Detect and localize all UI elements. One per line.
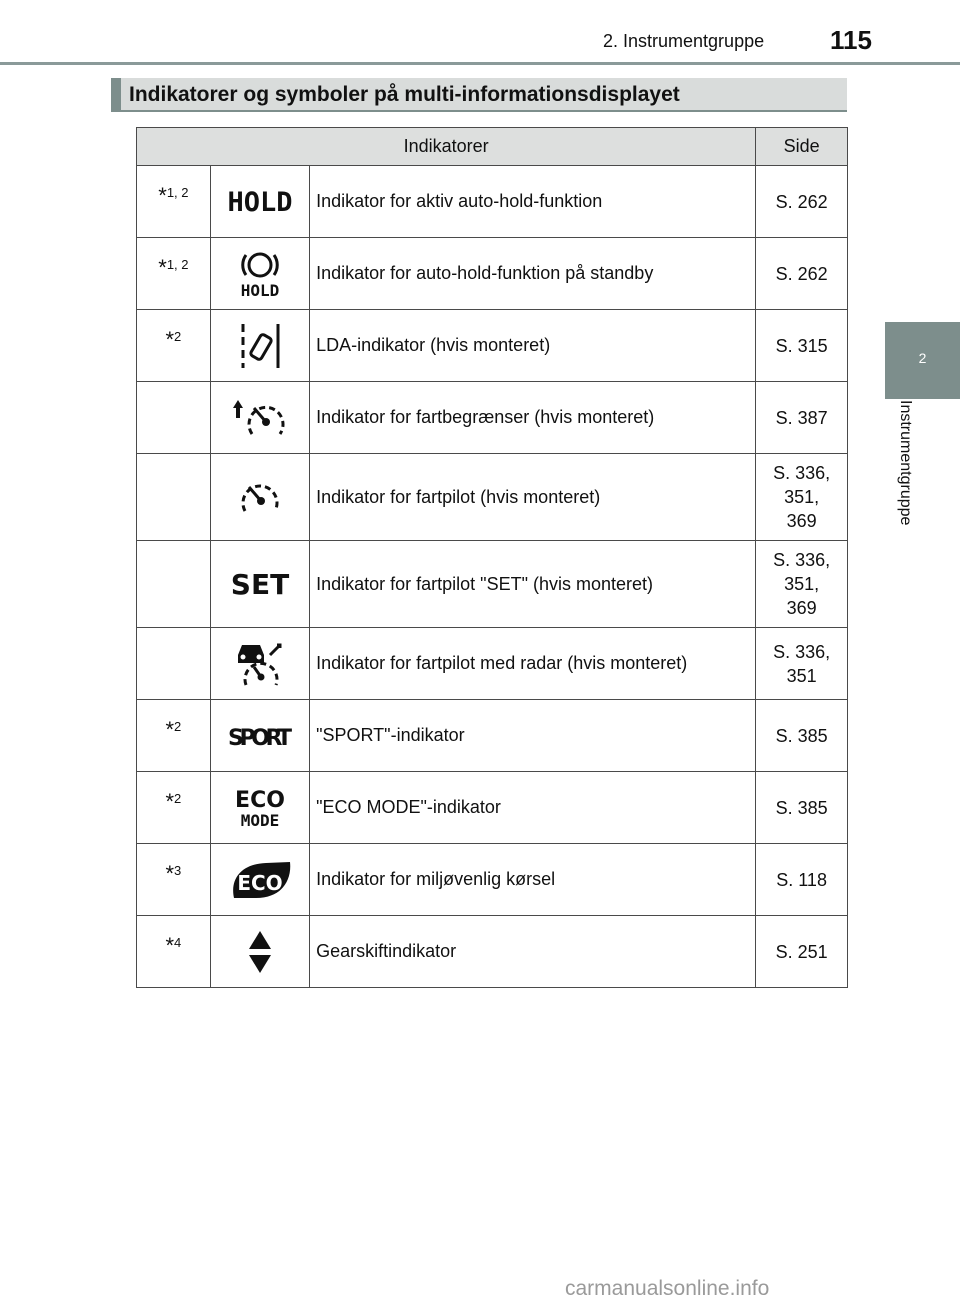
table-header-row — [137, 128, 848, 166]
note-cell — [137, 454, 211, 541]
footnote-mark: *$^2$ — [165, 327, 182, 352]
table-row — [137, 844, 848, 916]
footnote-mark: *$^2$ — [165, 789, 182, 814]
description-cell: Indikator for auto-hold-funktion på standby — [310, 238, 756, 310]
page-ref: S. 251 — [756, 916, 848, 988]
svg-text:MODE: MODE — [240, 810, 280, 830]
svg-text:HOLD: HOLD — [240, 280, 280, 299]
svg-text:SET: SET — [230, 568, 290, 601]
footnote-mark: *$^{1, 2}$ — [158, 183, 189, 208]
table-row — [137, 628, 848, 700]
header-page: Side — [756, 128, 848, 166]
footnote-mark: *$^4$ — [165, 933, 182, 958]
page-ref: S. 118 — [756, 844, 848, 916]
description-cell: Gearskiftindikator — [310, 916, 756, 988]
note-cell — [137, 772, 211, 844]
footnote-mark — [137, 628, 210, 644]
table-row — [137, 166, 848, 238]
page-ref: S. 336, 351, 369 — [756, 454, 848, 541]
speed-limiter-icon — [210, 382, 309, 454]
svg-text:ECO: ECO — [234, 787, 285, 813]
description-cell: Indikator for fartpilot (hvis monteret) — [310, 454, 756, 541]
note-cell — [137, 541, 211, 628]
note-cell — [137, 382, 211, 454]
note-cell — [137, 628, 211, 700]
eco-mode-icon — [210, 772, 309, 844]
description-cell: Indikator for miljøvenlig kørsel — [310, 844, 756, 916]
auto-hold-icon — [210, 166, 309, 238]
description-cell: Indikator for aktiv auto-hold-funktion — [310, 166, 756, 238]
description-cell: "ECO MODE"-indikator — [310, 772, 756, 844]
sport-mode-icon — [210, 700, 309, 772]
table-row — [137, 454, 848, 541]
table-row — [137, 541, 848, 628]
indicator-table — [136, 127, 848, 988]
lda-icon — [210, 310, 309, 382]
page-ref: S. 262 — [756, 166, 848, 238]
note-cell — [137, 166, 211, 238]
chapter-title: 2. Instrumentgruppe — [603, 31, 765, 51]
footnote-mark — [137, 541, 210, 557]
footnote-mark — [137, 454, 210, 470]
table-row — [137, 310, 848, 382]
chapter-tab — [885, 322, 960, 399]
page-number: 115 — [830, 25, 872, 55]
eco-driving-icon — [210, 844, 309, 916]
svg-text:ECO: ECO — [237, 870, 283, 895]
radar-cruise-icon — [210, 628, 309, 700]
description-cell: LDA-indikator (hvis monteret) — [310, 310, 756, 382]
chapter-tab-label — [884, 400, 924, 600]
table-row — [137, 772, 848, 844]
svg-text:HOLD: HOLD — [227, 186, 293, 218]
note-cell — [137, 310, 211, 382]
note-cell — [137, 700, 211, 772]
page-ref: S. 385 — [756, 700, 848, 772]
note-cell — [137, 916, 211, 988]
page-ref: S. 262 — [756, 238, 848, 310]
page-ref: S. 336, 351 — [756, 628, 848, 700]
description-cell: "SPORT"-indikator — [310, 700, 756, 772]
footnote-mark: *$^{1, 2}$ — [158, 255, 189, 280]
page-ref: S. 385 — [756, 772, 848, 844]
table-row — [137, 238, 848, 310]
description-cell: Indikator for fartpilot "SET" (hvis monteret) — [310, 541, 756, 628]
header-rule — [0, 62, 960, 65]
description-cell: Indikator for fartpilot med radar (hvis monteret) — [310, 628, 756, 700]
note-cell — [137, 844, 211, 916]
page-ref: S. 336, 351, 369 — [756, 541, 848, 628]
footnote-mark: *$^2$ — [165, 717, 182, 742]
table-row — [137, 700, 848, 772]
gear-shift-icon — [210, 916, 309, 988]
chapter-tab-label-text: Instrumentgruppe — [897, 400, 914, 526]
footnote-mark — [137, 382, 210, 398]
description-cell: Indikator for fartbegrænser (hvis monteret) — [310, 382, 756, 454]
table-row — [137, 916, 848, 988]
page-ref: S. 387 — [756, 382, 848, 454]
cruise-set-icon — [210, 541, 309, 628]
chapter-tab-number: 2 — [918, 350, 927, 366]
cruise-control-icon — [210, 454, 309, 541]
note-cell — [137, 238, 211, 310]
watermark: carmanualsonline.info — [565, 1277, 770, 1300]
table-row — [137, 382, 848, 454]
footnote-mark: *$^3$ — [165, 861, 182, 886]
section-heading — [111, 78, 847, 112]
svg-text:SPORT: SPORT — [227, 725, 292, 751]
auto-hold-standby-icon — [210, 238, 309, 310]
section-title: Indikatorer og symboler på multi-informationsdisplayet — [129, 83, 680, 106]
header-indicators: Indikatorer — [137, 128, 756, 166]
page-ref: S. 315 — [756, 310, 848, 382]
